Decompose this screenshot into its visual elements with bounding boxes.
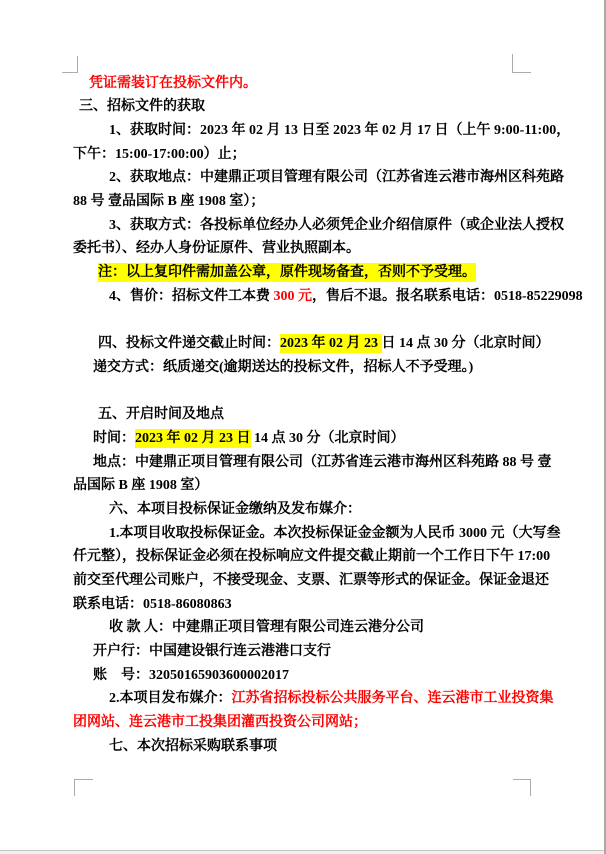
text-segment-normal: 88 号 壹品国际 B 座 1908 室）；: [73, 193, 265, 209]
text-segment-normal: 2、获取地点：中建鼎正项目管理有限公司（江苏省连云港市海州区科苑路: [109, 170, 564, 186]
app-background-strip: [0, 850, 606, 854]
text-segment-normal: 四、投标文件递交截止时间：: [98, 336, 280, 352]
delivery-method-line: [73, 356, 545, 380]
section-4-deadline-line: [73, 332, 550, 356]
text-segment-normal: 委托书）、经办人身份证原件、营业执照副本。: [73, 241, 360, 257]
text-segment-red: 凭证需装订在投标文件内。: [89, 75, 257, 91]
section-5-heading: [73, 403, 545, 427]
bank-line: [73, 640, 545, 664]
blank-line: [73, 379, 545, 403]
deposit-line-3: [73, 569, 549, 593]
deposit-line-1: [73, 522, 561, 546]
text-segment-normal: 递交方式：纸质递交(逾期送达的投标文件，招标人不予受理。): [93, 359, 474, 375]
obtain-time-line-2: [73, 143, 545, 167]
text-segment-red: 江苏省招标投标公共服务平台、连云港市工业投资集: [231, 691, 554, 707]
section-7-heading: [73, 735, 545, 759]
text-segment-red: 300 元: [273, 288, 312, 304]
text-segment-highlight: 2023 年 02 月 23: [280, 336, 382, 352]
payee-line: [73, 616, 545, 640]
text-segment-normal: 收 款 人：中建鼎正项目管理有限公司连云港分公司: [109, 620, 424, 636]
stamp-note-line: [73, 261, 545, 285]
section-3-heading: [73, 95, 545, 119]
text-segment-normal: 三、招标文件的获取: [79, 99, 205, 115]
text-segment-normal: 前交至代理公司账户，不接受现金、支票、汇票等形式的保证金。保证金退还: [73, 572, 549, 588]
text-segment-normal: 日 14 点 30 分（北京时间）: [381, 336, 550, 352]
open-place-line-1: [73, 451, 552, 475]
blank-line: [73, 308, 545, 332]
media-line-2: [73, 711, 545, 735]
text-segment-normal: 六、本项目投标保证金缴纳及发布媒介：: [109, 501, 361, 517]
open-time-line: [73, 427, 545, 451]
text-segment-highlight: 注：以上复印件需加盖公章，原件现场备查，否则不予受理。: [98, 265, 476, 280]
margin-mark-bottom-right-icon: [513, 779, 531, 796]
open-place-line-2: [73, 474, 545, 498]
text-segment-highlight: 2023 年 02 月 23 日: [135, 430, 251, 446]
deposit-line-2: [73, 545, 551, 569]
text-segment-normal: 开户行：中国建设银行连云港港口支行: [93, 644, 331, 659]
text-segment-normal: 1.本项目收取投标保证金。本次投标保证金金额为人民币 3000 元（大写叁: [109, 525, 561, 541]
media-line-1: [73, 687, 554, 711]
obtain-place-line-1: [73, 166, 564, 190]
text-segment-normal: 仟元整），投标保证金必须在投标响应文件提交截止期前一个工作日下午 17:00: [73, 549, 551, 565]
margin-mark-bottom-left-icon: [74, 779, 93, 796]
text-segment-normal: 联系电话：0518-86080863: [73, 596, 232, 612]
text-segment-normal: 14 点 30 分（北京时间）: [250, 430, 405, 446]
obtain-time-line-1: [73, 119, 571, 143]
margin-mark-top-left-icon: [62, 56, 78, 73]
binding-note-line: [73, 72, 545, 96]
document-content: [73, 72, 583, 759]
text-segment-normal: 下午：15:00-17:00:00）止；: [73, 146, 246, 162]
deposit-phone-line: [73, 593, 545, 617]
obtain-method-line-2: [73, 237, 545, 261]
text-segment-normal: 2.本项目发布媒介：: [109, 691, 232, 707]
account-line: [73, 664, 545, 688]
section-6-heading: [73, 498, 545, 522]
text-segment-normal: 账 号：32050165903600002017: [93, 667, 289, 683]
text-segment-red: 团网站、连云港市工投集团灌西投资公司网站；: [73, 715, 367, 731]
text-segment-normal: 4、售价：招标文件工本费: [109, 288, 274, 304]
obtain-method-line-1: [73, 214, 564, 238]
text-segment-normal: 1、获取时间：2023 年 02 月 13 日至 2023 年 02 月 17 日（上午 9:00-11:00，: [109, 122, 571, 138]
margin-mark-top-right-icon: [512, 54, 531, 73]
obtain-place-line-2: [73, 190, 545, 214]
text-segment-normal: 品国际 B 座 1908 室）: [73, 478, 209, 494]
text-segment-normal: ，售后不退。报名联系电话：0518-85229098: [312, 288, 583, 304]
text-segment-normal: 五、开启时间及地点: [98, 407, 224, 423]
text-segment-normal: 时间：: [93, 430, 135, 446]
price-line: [73, 285, 583, 309]
text-segment-normal: 七、本次招标采购联系事项: [109, 738, 277, 754]
text-segment-normal: 3、获取方式：各投标单位经办人必须凭企业介绍信原件（或企业法人授权: [109, 217, 564, 233]
text-segment-normal: 地点：中建鼎正项目管理有限公司（江苏省连云港市海州区科苑路 88 号 壹: [93, 454, 552, 470]
